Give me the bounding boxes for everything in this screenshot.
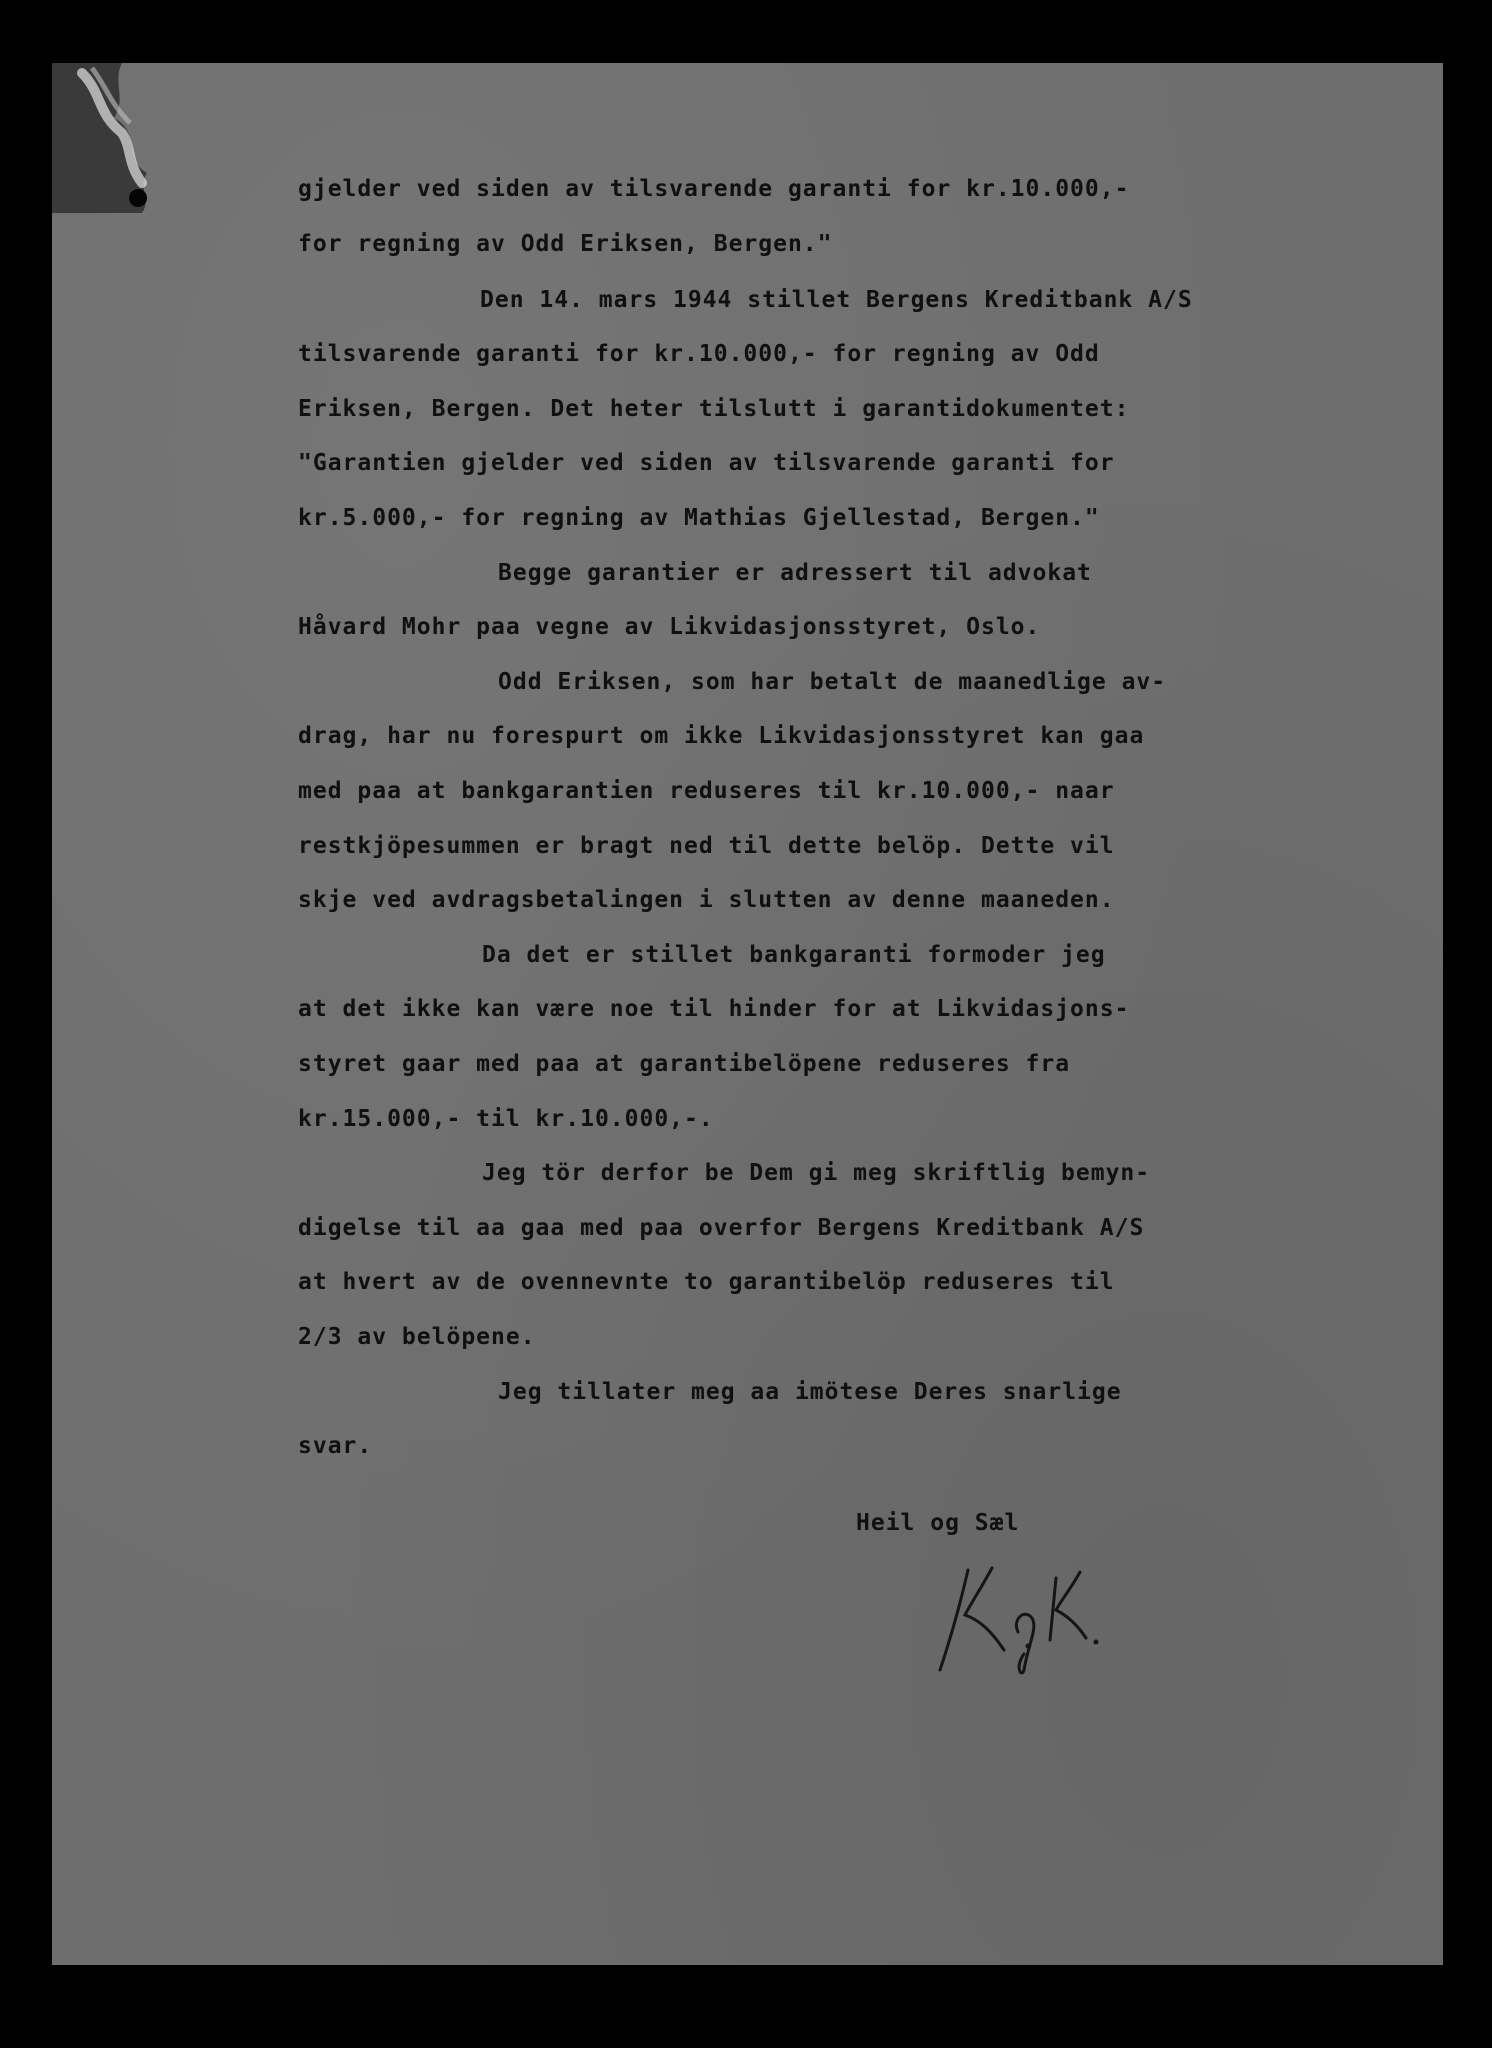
text-line-6: "Garantien gjelder ved siden av tilsvarende garanti for [298, 450, 1115, 476]
text-line-2: for regning av Odd Eriksen, Bergen." [298, 231, 833, 257]
text-line-7: kr.5.000,- for regning av Mathias Gjellestad, Bergen." [298, 505, 1100, 531]
text-line-18: kr.15.000,- til kr.10.000,-. [298, 1106, 714, 1132]
closing-salutation: Heil og Sæl [856, 1510, 1020, 1536]
text-line-22: 2/3 av belöpene. [298, 1324, 536, 1350]
text-line-20: digelse til aa gaa med paa overfor Bergens Kreditbank A/S [298, 1215, 1145, 1241]
handwritten-signature [920, 1550, 1180, 1680]
text-line-5: Eriksen, Bergen. Det heter tilslutt i garantidokumentet: [298, 396, 1130, 422]
text-line-8: Begge garantier er adressert til advokat [498, 560, 1092, 586]
text-line-14: skje ved avdragsbetalingen i slutten av denne maaneden. [298, 887, 1115, 913]
torn-corner [52, 63, 162, 213]
text-line-1: gjelder ved siden av tilsvarende garanti for kr.10.000,- [298, 176, 1130, 202]
text-line-4: tilsvarende garanti for kr.10.000,- for regning av Odd [298, 341, 1100, 367]
text-line-17: styret gaar med paa at garantibelöpene reduseres fra [298, 1051, 1071, 1077]
text-line-9: Håvard Mohr paa vegne av Likvidasjonsstyret, Oslo. [298, 614, 1041, 640]
text-line-15: Da det er stillet bankgaranti formoder jeg [482, 942, 1106, 968]
text-line-16: at det ikke kan være noe til hinder for at Likvidasjons- [298, 996, 1130, 1022]
text-line-11: drag, har nu forespurt om ikke Likvidasjonsstyret kan gaa [298, 723, 1145, 749]
text-line-3: Den 14. mars 1944 stillet Bergens Kreditbank A/S [480, 287, 1193, 313]
text-line-23: Jeg tillater meg aa imötese Deres snarlige [498, 1379, 1122, 1405]
text-line-13: restkjöpesummen er bragt ned til dette belöp. Dette vil [298, 833, 1115, 859]
document-page [52, 63, 1443, 1965]
text-line-24: svar. [298, 1433, 373, 1459]
text-line-10: Odd Eriksen, som har betalt de maanedlige av- [498, 669, 1167, 695]
text-line-12: med paa at bankgarantien reduseres til kr.10.000,- naar [298, 778, 1115, 804]
text-line-19: Jeg tör derfor be Dem gi meg skriftlig bemyn- [482, 1160, 1151, 1186]
text-line-21: at hvert av de ovennevnte to garantibelöp reduseres til [298, 1269, 1115, 1295]
